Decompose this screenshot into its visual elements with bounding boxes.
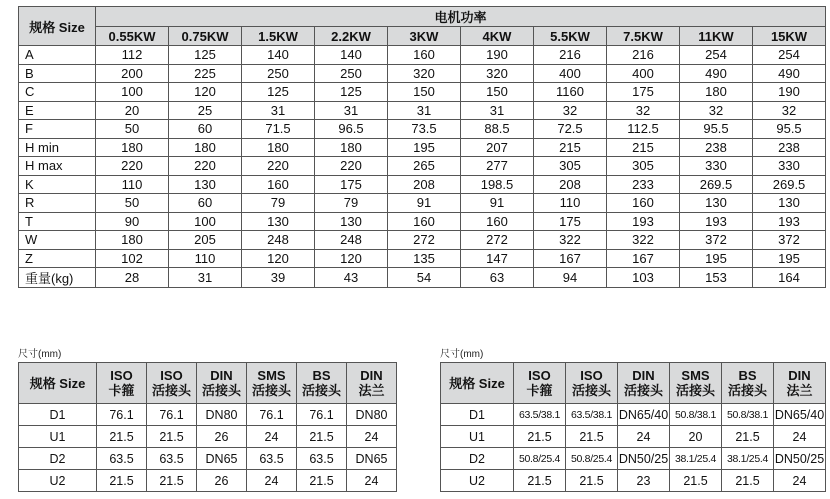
table-cell: 38.1/25.4 [722, 448, 774, 470]
table-cell: 71.5 [242, 120, 315, 139]
table-cell: 21.5 [297, 426, 347, 448]
table-cell: 238 [753, 138, 826, 157]
table-cell: 372 [680, 231, 753, 250]
motor-power-spec-table [18, 6, 826, 288]
main-column-header: 7.5KW [607, 27, 680, 46]
row-label: H max [19, 157, 96, 176]
table-cell: 63.5 [97, 448, 147, 470]
table-cell: 50.8/38.1 [670, 404, 722, 426]
row-label: U2 [441, 470, 514, 492]
table-cell: 250 [315, 64, 388, 83]
column-header-line1: DIN [210, 368, 233, 383]
table-cell: 95.5 [680, 120, 753, 139]
table-cell: 94 [534, 268, 607, 288]
column-header-line1: ISO [160, 368, 183, 383]
table-cell: 250 [242, 64, 315, 83]
column-header-line2: 活接头 [675, 383, 715, 398]
row-label: D1 [19, 404, 97, 426]
table-cell: 120 [315, 249, 388, 268]
table-cell: 24 [247, 426, 297, 448]
table-cell: DN80 [347, 404, 397, 426]
table-cell: 79 [315, 194, 388, 213]
table-cell: 43 [315, 268, 388, 288]
table-cell: 50 [96, 120, 169, 139]
right-table-caption: 尺寸(mm) [440, 349, 484, 360]
table-cell: 216 [607, 46, 680, 65]
table-cell: 24 [247, 470, 297, 492]
table-cell: 24 [774, 426, 826, 448]
row-label: D2 [441, 448, 514, 470]
table-cell: 60 [169, 194, 242, 213]
table-cell: 248 [315, 231, 388, 250]
table-cell: 50.8/25.4 [514, 448, 566, 470]
table-cell: 76.1 [147, 404, 197, 426]
table-cell: 153 [680, 268, 753, 288]
column-header-line1: BS [738, 368, 757, 383]
table-cell: 32 [534, 101, 607, 120]
table-cell: 220 [169, 157, 242, 176]
main-column-header: 0.75KW [169, 27, 242, 46]
table-row [441, 404, 826, 426]
column-header-line1: BS [312, 368, 331, 383]
table-cell: 110 [169, 249, 242, 268]
table-cell: 198.5 [461, 175, 534, 194]
table-cell: 103 [607, 268, 680, 288]
left-column-header [197, 363, 247, 404]
table-cell: 190 [461, 46, 534, 65]
table-cell: 32 [753, 101, 826, 120]
table-cell: 164 [753, 268, 826, 288]
column-header-line2: 卡箍 [108, 383, 135, 398]
table-cell: DN80 [197, 404, 247, 426]
table-cell: 21.5 [147, 470, 197, 492]
table-cell: DN50/25 [618, 448, 670, 470]
table-cell: 269.5 [753, 175, 826, 194]
left-table-caption: 尺寸(mm) [18, 349, 62, 360]
right-column-header [566, 363, 618, 404]
column-header-line2: 活接头 [571, 383, 611, 398]
fitting-size-table-left [18, 362, 397, 492]
left-column-header [147, 363, 197, 404]
main-column-header: 11KW [680, 27, 753, 46]
table-cell: 120 [169, 83, 242, 102]
table-cell: 21.5 [514, 426, 566, 448]
left-column-header [97, 363, 147, 404]
table-cell: 220 [242, 157, 315, 176]
table-cell: 95.5 [753, 120, 826, 139]
table-cell: 130 [169, 175, 242, 194]
table-row [19, 83, 826, 102]
table-cell: 125 [242, 83, 315, 102]
table-cell: 193 [607, 212, 680, 231]
table-cell: 322 [607, 231, 680, 250]
table-cell: 305 [607, 157, 680, 176]
table-cell: 160 [461, 212, 534, 231]
column-header-line2: 活接头 [301, 383, 341, 398]
table-cell: 79 [242, 194, 315, 213]
table-cell: 125 [169, 46, 242, 65]
table-cell: 490 [753, 64, 826, 83]
main-corner-label: 规格 Size [19, 7, 96, 46]
table-cell: 265 [388, 157, 461, 176]
table-cell: 24 [774, 470, 826, 492]
table-cell: 25 [169, 101, 242, 120]
row-label: D2 [19, 448, 97, 470]
table-cell: 130 [242, 212, 315, 231]
table-cell: 130 [315, 212, 388, 231]
table-cell: 32 [607, 101, 680, 120]
table-row [19, 175, 826, 194]
column-header-line1: ISO [528, 368, 551, 383]
left-table-body [19, 404, 397, 492]
table-cell: DN50/25 [774, 448, 826, 470]
table-cell: 24 [618, 426, 670, 448]
table-cell: 31 [242, 101, 315, 120]
column-header-line2: 活接头 [623, 383, 663, 398]
table-cell: 160 [242, 175, 315, 194]
table-cell: 269.5 [680, 175, 753, 194]
column-header-line2: 活接头 [251, 383, 291, 398]
table-cell: 20 [96, 101, 169, 120]
table-row [441, 426, 826, 448]
table-cell: 54 [388, 268, 461, 288]
table-cell: 21.5 [514, 470, 566, 492]
table-cell: 21.5 [722, 470, 774, 492]
table-cell: 112 [96, 46, 169, 65]
table-cell: 76.1 [97, 404, 147, 426]
left-column-header [297, 363, 347, 404]
table-cell: 320 [388, 64, 461, 83]
table-cell: 205 [169, 231, 242, 250]
table-cell: 238 [680, 138, 753, 157]
table-cell: 21.5 [97, 470, 147, 492]
table-cell: 490 [680, 64, 753, 83]
table-cell: 91 [388, 194, 461, 213]
column-header-line1: SMS [681, 368, 710, 383]
table-cell: 400 [607, 64, 680, 83]
table-cell: 50.8/25.4 [566, 448, 618, 470]
main-table-body [19, 46, 826, 288]
row-label: W [19, 231, 96, 250]
table-cell: 180 [315, 138, 388, 157]
left-column-header [247, 363, 297, 404]
table-cell: 39 [242, 268, 315, 288]
row-label: Z [19, 249, 96, 268]
table-cell: 63 [461, 268, 534, 288]
table-row [19, 64, 826, 83]
table-cell: 193 [680, 212, 753, 231]
column-header-line1: SMS [257, 368, 286, 383]
table-row [19, 120, 826, 139]
main-column-header: 3KW [388, 27, 461, 46]
table-row [19, 249, 826, 268]
right-column-header [670, 363, 722, 404]
right-column-header [618, 363, 670, 404]
table-cell: 110 [534, 194, 607, 213]
table-cell: 180 [169, 138, 242, 157]
column-header-line1: DIN [360, 368, 383, 383]
row-label: U2 [19, 470, 97, 492]
table-cell: 60 [169, 120, 242, 139]
table-cell: 63.5/38.1 [514, 404, 566, 426]
left-header-row [19, 363, 397, 404]
table-row [441, 448, 826, 470]
main-column-header: 1.5KW [242, 27, 315, 46]
row-label: A [19, 46, 96, 65]
table-cell: 88.5 [461, 120, 534, 139]
table-cell: 21.5 [97, 426, 147, 448]
table-cell: 254 [753, 46, 826, 65]
table-cell: 31 [169, 268, 242, 288]
table-cell: 372 [753, 231, 826, 250]
table-cell: DN65/40 [618, 404, 670, 426]
table-cell: 23 [618, 470, 670, 492]
table-cell: 120 [242, 249, 315, 268]
table-cell: 190 [753, 83, 826, 102]
table-cell: 180 [96, 138, 169, 157]
table-cell: 180 [96, 231, 169, 250]
table-cell: 305 [534, 157, 607, 176]
table-cell: 193 [753, 212, 826, 231]
column-header-line2: 活接头 [201, 383, 241, 398]
column-header-line2: 卡箍 [526, 383, 553, 398]
table-cell: 21.5 [722, 426, 774, 448]
table-cell: 125 [315, 83, 388, 102]
main-header-row-1 [19, 7, 826, 27]
main-column-header: 0.55KW [96, 27, 169, 46]
table-cell: 400 [534, 64, 607, 83]
left-column-header [347, 363, 397, 404]
table-cell: 330 [680, 157, 753, 176]
table-cell: 140 [315, 46, 388, 65]
table-cell: DN65 [197, 448, 247, 470]
table-cell: 248 [242, 231, 315, 250]
table-cell: 21.5 [297, 470, 347, 492]
table-cell: 102 [96, 249, 169, 268]
table-cell: 220 [96, 157, 169, 176]
row-label: H min [19, 138, 96, 157]
row-label: U1 [441, 426, 514, 448]
table-cell: 50.8/38.1 [722, 404, 774, 426]
table-cell: 233 [607, 175, 680, 194]
table-row [441, 470, 826, 492]
table-cell: 160 [607, 194, 680, 213]
table-cell: 215 [607, 138, 680, 157]
table-cell: 38.1/25.4 [670, 448, 722, 470]
table-cell: 76.1 [247, 404, 297, 426]
table-cell: 28 [96, 268, 169, 288]
table-cell: 31 [315, 101, 388, 120]
table-row [19, 46, 826, 65]
table-cell: 63.5/38.1 [566, 404, 618, 426]
table-cell: 272 [461, 231, 534, 250]
column-header-line1: DIN [788, 368, 811, 383]
table-cell: 322 [534, 231, 607, 250]
main-group-header: 电机功率 [96, 7, 826, 27]
table-cell: 175 [315, 175, 388, 194]
table-cell: 21.5 [566, 470, 618, 492]
row-label: F [19, 120, 96, 139]
table-cell: 63.5 [147, 448, 197, 470]
right-column-header [722, 363, 774, 404]
table-cell: 73.5 [388, 120, 461, 139]
table-cell: 200 [96, 64, 169, 83]
table-cell: 140 [242, 46, 315, 65]
table-cell: 63.5 [247, 448, 297, 470]
column-header-line2: 法兰 [786, 383, 813, 398]
table-cell: 175 [534, 212, 607, 231]
table-cell: 167 [607, 249, 680, 268]
row-label: E [19, 101, 96, 120]
table-cell: 225 [169, 64, 242, 83]
main-column-header: 5.5KW [534, 27, 607, 46]
row-label: T [19, 212, 96, 231]
row-label: B [19, 64, 96, 83]
row-label: U1 [19, 426, 97, 448]
table-cell: 130 [753, 194, 826, 213]
right-corner-label: 规格 Size [441, 363, 514, 404]
table-row [19, 157, 826, 176]
table-cell: 147 [461, 249, 534, 268]
table-row [19, 138, 826, 157]
table-cell: 24 [347, 470, 397, 492]
main-column-header: 4KW [461, 27, 534, 46]
table-row [19, 194, 826, 213]
table-cell: 20 [670, 426, 722, 448]
table-cell: 277 [461, 157, 534, 176]
table-cell: 110 [96, 175, 169, 194]
main-column-header: 15KW [753, 27, 826, 46]
table-cell: 175 [607, 83, 680, 102]
table-cell: 96.5 [315, 120, 388, 139]
table-cell: 76.1 [297, 404, 347, 426]
table-row [19, 404, 397, 426]
table-row [19, 212, 826, 231]
main-column-header: 2.2KW [315, 27, 388, 46]
table-cell: 50 [96, 194, 169, 213]
table-row [19, 426, 397, 448]
table-cell: 215 [534, 138, 607, 157]
table-cell: 208 [388, 175, 461, 194]
table-cell: 195 [680, 249, 753, 268]
left-corner-label: 规格 Size [19, 363, 97, 404]
table-cell: 207 [461, 138, 534, 157]
row-label: R [19, 194, 96, 213]
right-header-row [441, 363, 826, 404]
column-header-line2: 活接头 [727, 383, 767, 398]
row-label: K [19, 175, 96, 194]
table-cell: DN65/40 [774, 404, 826, 426]
table-cell: DN65 [347, 448, 397, 470]
table-row [19, 268, 826, 288]
table-row [19, 448, 397, 470]
table-cell: 216 [534, 46, 607, 65]
right-table-body [441, 404, 826, 492]
right-column-header [774, 363, 826, 404]
table-cell: 26 [197, 426, 247, 448]
table-cell: 31 [388, 101, 461, 120]
column-header-line1: ISO [110, 368, 133, 383]
table-cell: 112.5 [607, 120, 680, 139]
table-cell: 135 [388, 249, 461, 268]
table-cell: 160 [388, 46, 461, 65]
table-row [19, 231, 826, 250]
table-cell: 100 [96, 83, 169, 102]
table-cell: 90 [96, 212, 169, 231]
table-cell: 180 [680, 83, 753, 102]
table-cell: 24 [347, 426, 397, 448]
column-header-line2: 活接头 [151, 383, 191, 398]
table-cell: 254 [680, 46, 753, 65]
table-cell: 150 [461, 83, 534, 102]
table-cell: 21.5 [566, 426, 618, 448]
main-header-row-2 [19, 27, 826, 46]
table-cell: 31 [461, 101, 534, 120]
table-cell: 21.5 [147, 426, 197, 448]
column-header-line1: ISO [580, 368, 603, 383]
table-row [19, 470, 397, 492]
table-cell: 150 [388, 83, 461, 102]
table-cell: 167 [534, 249, 607, 268]
row-label: C [19, 83, 96, 102]
fitting-size-table-right [440, 362, 826, 492]
right-column-header [514, 363, 566, 404]
table-row [19, 101, 826, 120]
table-cell: 32 [680, 101, 753, 120]
table-cell: 21.5 [670, 470, 722, 492]
table-cell: 91 [461, 194, 534, 213]
table-cell: 320 [461, 64, 534, 83]
row-label: D1 [441, 404, 514, 426]
table-cell: 63.5 [297, 448, 347, 470]
table-cell: 208 [534, 175, 607, 194]
table-cell: 330 [753, 157, 826, 176]
table-cell: 220 [315, 157, 388, 176]
column-header-line1: DIN [632, 368, 655, 383]
table-cell: 195 [388, 138, 461, 157]
table-cell: 130 [680, 194, 753, 213]
column-header-line2: 法兰 [358, 383, 385, 398]
table-cell: 72.5 [534, 120, 607, 139]
table-cell: 1160 [534, 83, 607, 102]
table-cell: 100 [169, 212, 242, 231]
table-cell: 160 [388, 212, 461, 231]
table-cell: 180 [242, 138, 315, 157]
table-cell: 195 [753, 249, 826, 268]
table-cell: 26 [197, 470, 247, 492]
table-cell: 272 [388, 231, 461, 250]
row-label: 重量(kg) [19, 268, 96, 288]
